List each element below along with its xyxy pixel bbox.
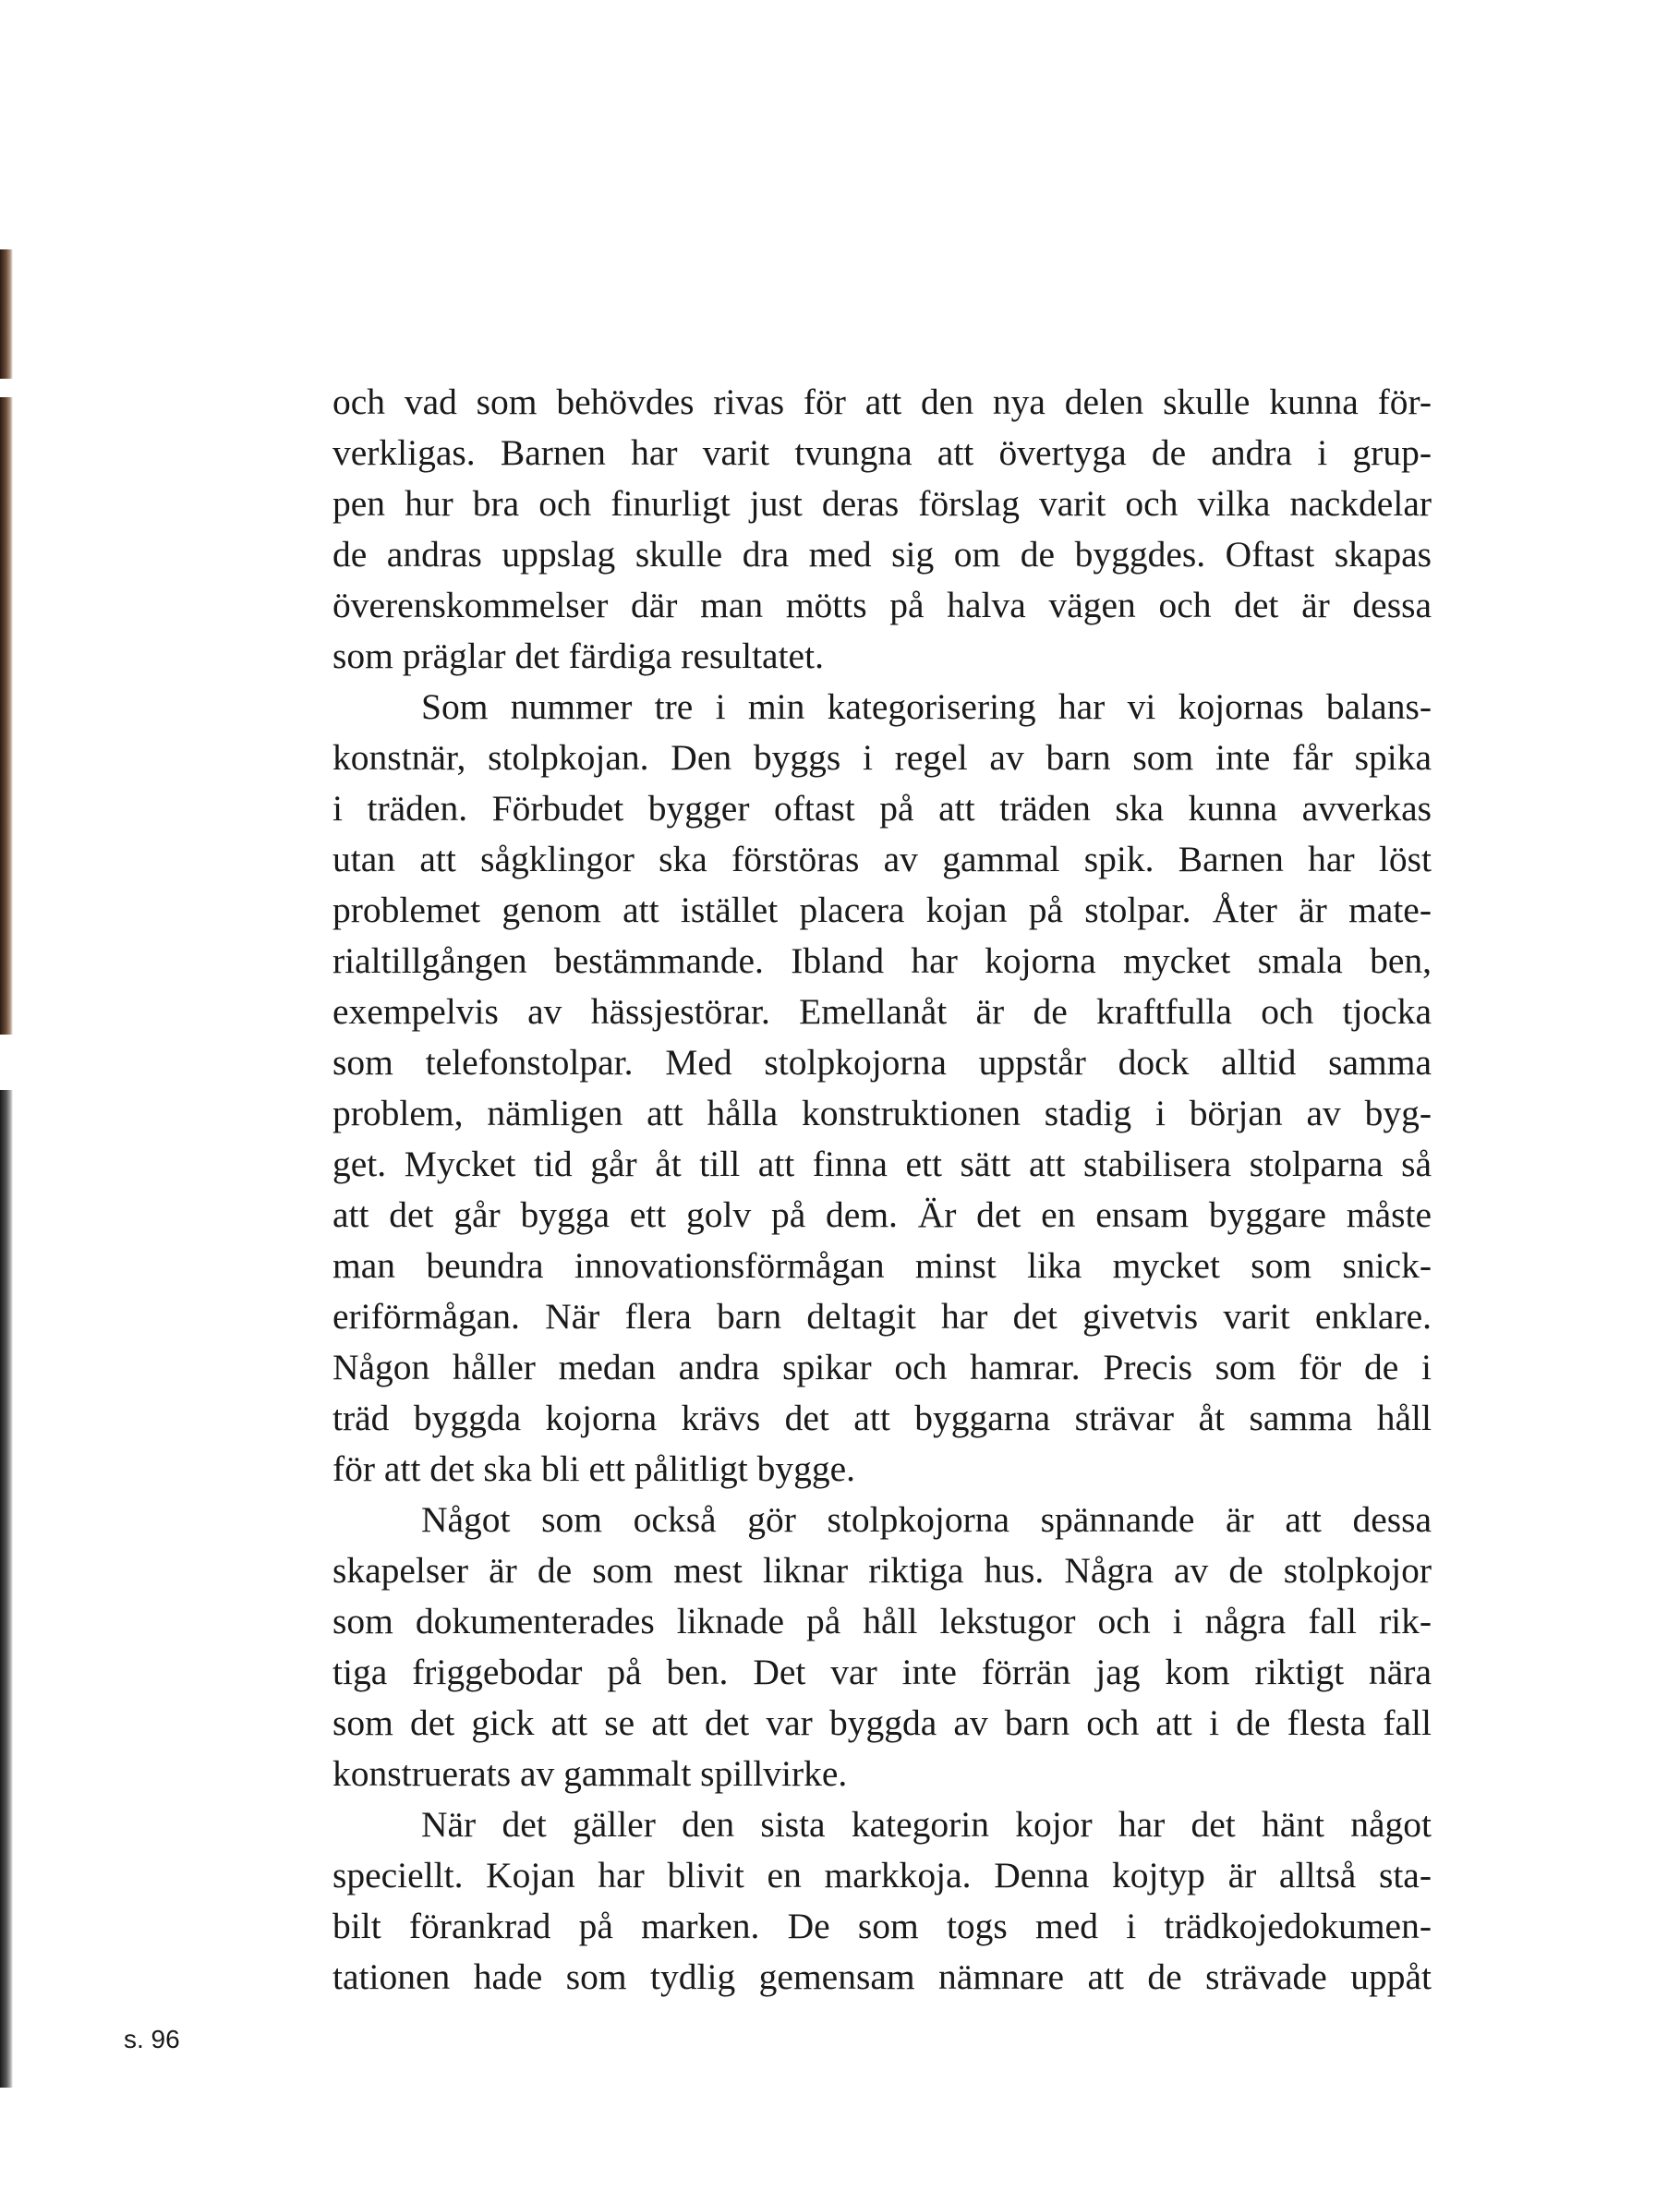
text-line: utan att sågklingor ska förstöras av gammal spik. Barnen har löst [332,839,1432,879]
text-line: skapelser är de som mest liknar riktiga hus. Några av de stolpkojor [332,1550,1432,1591]
text-line: rialtillgången bestämmande. Ibland har kojorna mycket smala ben, [332,940,1432,981]
page-number: s. 96 [124,2025,180,2053]
text-line: tiga friggebodar på ben. Det var inte förrän jag kom riktigt nära [332,1652,1432,1692]
text-line: som präglar det färdiga resultatet. [332,636,824,676]
left-page-edge-photo-top [0,249,13,379]
text-line: och vad som behövdes rivas för att den nya delen skulle kunna för- [332,381,1432,422]
text-line: konstnär, stolpkojan. Den byggs i regel av barn som inte får spika [332,737,1432,778]
text-line: När det gäller den sista kategorin kojor har det hänt något [421,1804,1432,1845]
text-line: Någon håller medan andra spikar och hamrar. Precis som för de i [332,1347,1432,1387]
text-line: problemet genom att istället placera kojan på stolpar. Åter är mate- [332,890,1432,930]
text-line: eriförmågan. När flera barn deltagit har det givetvis varit enklare. [332,1296,1432,1337]
text-line: träd byggda kojorna krävs det att byggarna strävar åt samma håll [332,1398,1432,1438]
text-line: Som nummer tre i min kategorisering har vi kojornas balans- [421,686,1432,727]
text-line: speciellt. Kojan har blivit en markkoja. Denna kojtyp är alltså sta- [332,1855,1432,1895]
body-text [332,377,1432,2003]
text-line: man beundra innovationsförmågan minst lika mycket som snick- [332,1245,1432,1286]
text-line: för att det ska bli ett pålitligt bygge. [332,1448,856,1489]
left-page-edge-photo-bottom [0,1090,13,2088]
text-line: problem, nämligen att hålla konstruktionen stadig i början av byg- [332,1093,1432,1133]
text-line: exempelvis av hässjestörar. Emellanåt är de kraftfulla och tjocka [332,991,1432,1032]
text-line: verkligas. Barnen har varit tvungna att övertyga de andra i grup- [332,432,1432,473]
text-line: konstruerats av gammalt spillvirke. [332,1753,848,1794]
text-line: som dokumenterades liknade på håll lekstugor och i några fall rik- [332,1601,1432,1641]
text-line: Något som också gör stolpkojorna spännande är att dessa [421,1499,1432,1540]
text-line: pen hur bra och finurligt just deras förslag varit och vilka nackdelar [332,483,1432,524]
text-line: get. Mycket tid går åt till att finna ett sätt att stabilisera stolparna så [332,1144,1432,1184]
text-line: bilt förankrad på marken. De som togs med i trädkojedokumen- [332,1906,1432,1946]
text-line: i träden. Förbudet bygger oftast på att träden ska kunna avverkas [332,788,1432,829]
text-line: överenskommelser där man mötts på halva vägen och det är dessa [332,585,1432,625]
text-line: att det går bygga ett golv på dem. Är det en ensam byggare måste [332,1194,1432,1235]
text-line: som telefonstolpar. Med stolpkojorna uppstår dock alltid samma [332,1042,1432,1083]
text-line: de andras uppslag skulle dra med sig om de byggdes. Oftast skapas [332,534,1432,575]
text-line: som det gick att se att det var byggda av barn och att i de flesta fall [332,1702,1432,1743]
left-page-edge-photo-middle [0,397,13,1035]
text-line: tationen hade som tydlig gemensam nämnare att de strävade uppåt [332,1956,1432,1997]
